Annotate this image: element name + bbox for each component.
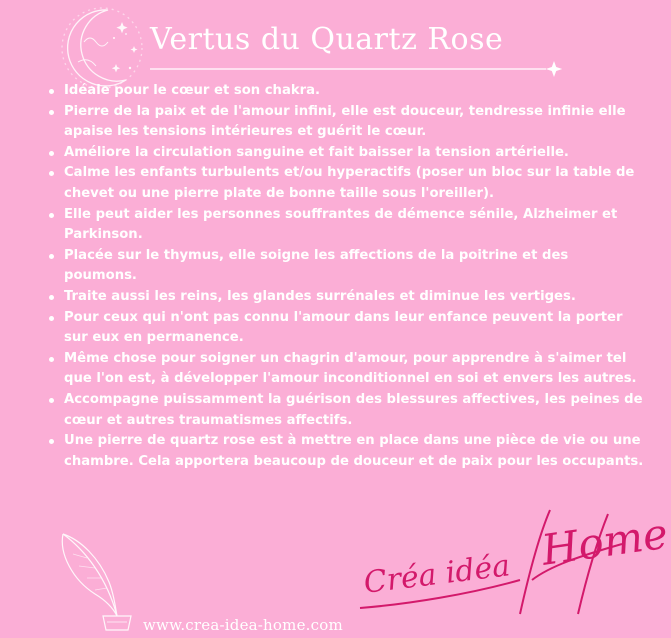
list-item: Traite aussi les reins, les glandes surrénales et diminue les vertiges. [64,287,644,308]
list-item: Placée sur le thymus, elle soigne les affections de la poitrine et des poumons. [64,246,644,287]
virtues-list [28,81,644,472]
list-item: Améliore la circulation sanguine et fait baisser la tension artérielle. [64,143,644,164]
brand-name-part-2: Home [538,508,671,575]
list-item: Même chose pour soigner un chagrin d'amour, pour apprendre à s'aimer tel que l'on est, à développer l'amour inconditionnel en soi et envers les autres. [64,349,644,390]
list-item: Pour ceux qui n'ont pas connu l'amour dans leur enfance peuvent la porter sur eux en permanence. [64,308,644,349]
list-item: Pierre de la paix et de l'amour infini, elle est douceur, tendresse infinie elle apaise les tensions intérieures et guérit le cœur. [64,102,644,143]
list-item: Elle peut aider les personnes souffrantes de démence sénile, Alzheimer et Parkinson. [64,205,644,246]
list-item: Idéale pour le cœur et son chakra. [64,81,644,102]
brand-logo [350,508,671,620]
list-item: Calme les enfants turbulents et/ou hyperactifs (poser un bloc sur la table de chevet ou une pierre plate de bonne taille sous l'oreiller). [64,163,644,204]
crescent-moon-stars-icon [56,2,144,92]
feather-quill-icon [55,530,135,636]
brand-name-part-1: Créa idéa [361,548,512,601]
sparkle-icon [546,61,562,77]
list-item: Accompagne puissamment la guérison des blessures affectives, les peines de cœur et autres traumatismes affectifs. [64,390,644,431]
list-item: Une pierre de quartz rose est à mettre en place dans une pièce de vie ou une chambre. Cela apportera beaucoup de douceur et de paix pour les occupants. [64,431,644,472]
title-underline-sparkle [150,60,564,78]
page-title: Vertus du Quartz Rose [150,22,504,57]
website-url: www.crea-idea-home.com [143,616,343,634]
